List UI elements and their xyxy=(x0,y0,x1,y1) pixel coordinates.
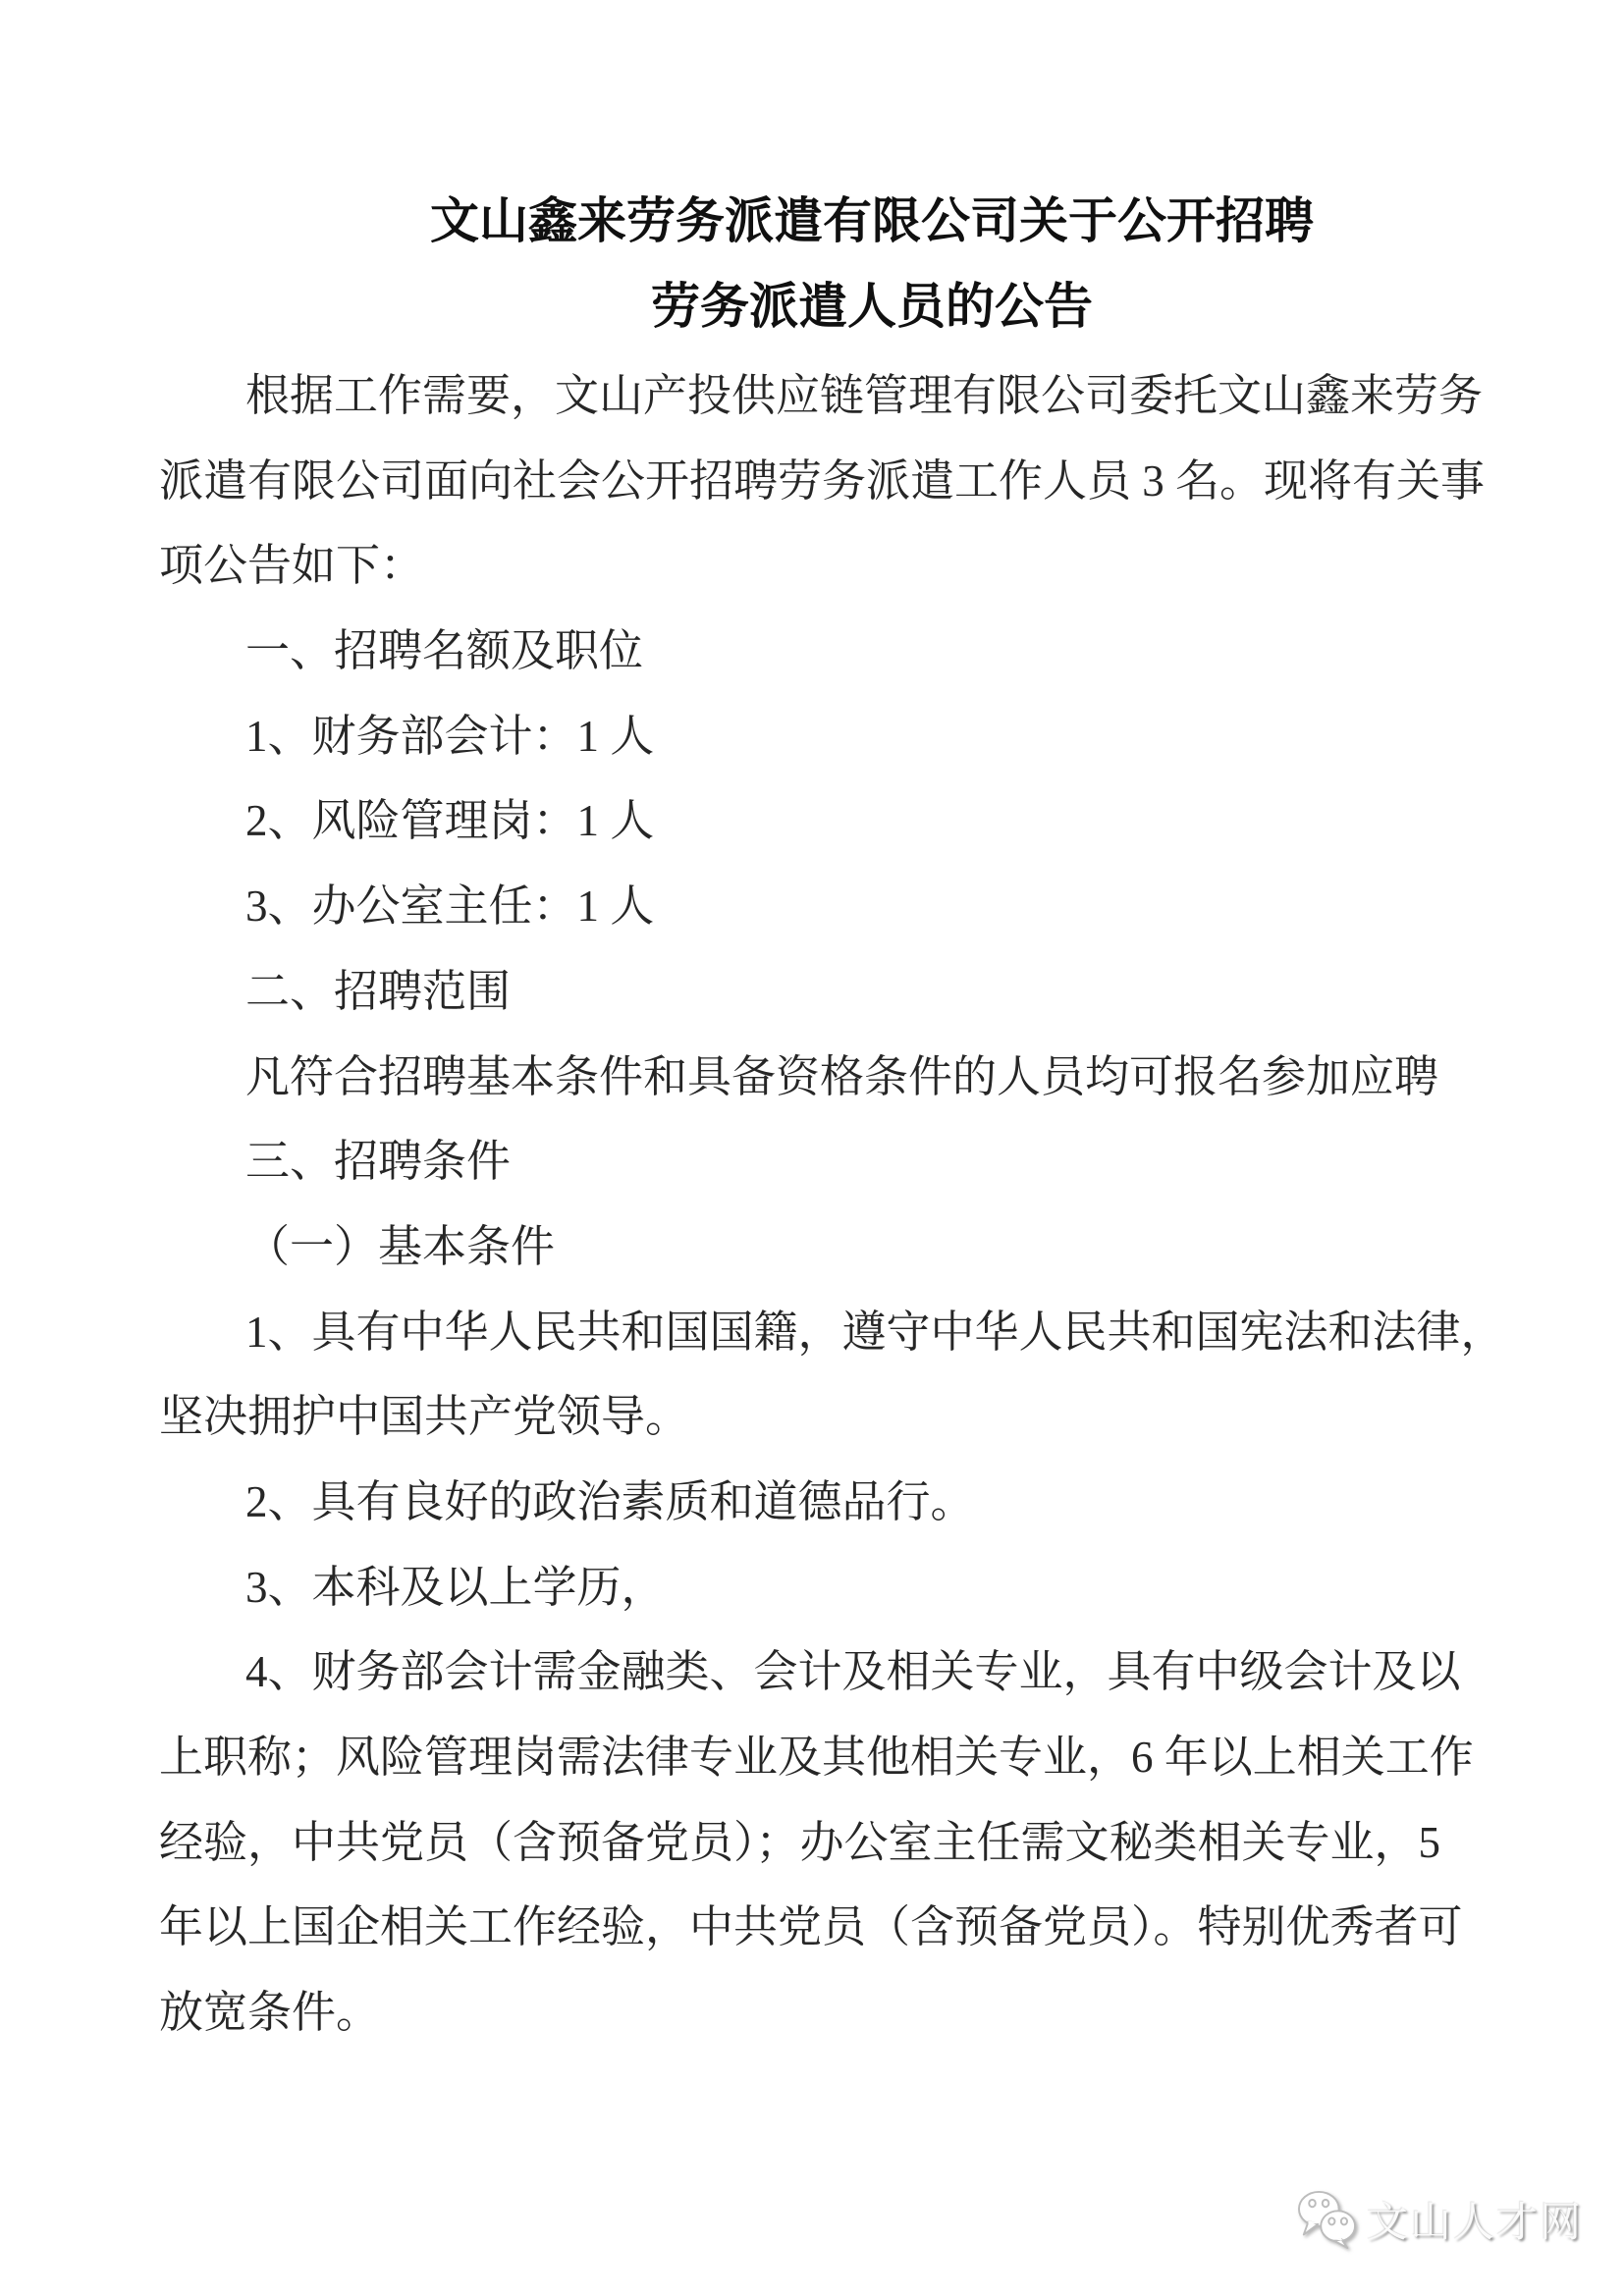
body-line: 3、办公室主任：1 人 xyxy=(245,881,655,932)
site-watermark xyxy=(1294,2190,1583,2249)
document-body xyxy=(159,353,1505,2056)
wechat-chat-bubbles-icon xyxy=(1294,2190,1361,2249)
body-line: 2、具有良好的政治素质和道德品行。 xyxy=(245,1476,975,1526)
body-line: 上职称；风险管理岗需法律专业及其他相关专业，6 年以上相关工作 xyxy=(159,1733,1474,1782)
body-line: 2、风险管理岗：1 人 xyxy=(245,796,655,846)
document-title-line1: 文山鑫来劳务派遣有限公司关于公开招聘 xyxy=(430,193,1314,248)
body-line: 放宽条件。 xyxy=(159,1988,381,2038)
body-line: 三、招聘条件 xyxy=(245,1137,512,1187)
body-line: 年以上国企相关工作经验，中共党员（含预备党员）。特别优秀者可 xyxy=(159,1902,1463,1952)
document-title xyxy=(208,179,1536,349)
body-line: （一）基本条件 xyxy=(245,1221,556,1271)
body-line: 经验，中共党员（含预备党员）；办公室主任需文秘类相关专业，5 xyxy=(159,1817,1441,1867)
watermark-site-name: 文山人才网 xyxy=(1367,2201,1584,2246)
body-line: 二、招聘范围 xyxy=(245,966,512,1016)
body-line: 一、招聘名额及职位 xyxy=(245,626,644,676)
body-line: 4、财务部会计需金融类、会计及相关专业，具有中级会计及以 xyxy=(245,1647,1461,1697)
body-line: 凡符合招聘基本条件和具备资格条件的人员均可报名参加应聘 xyxy=(245,1051,1439,1101)
body-line: 3、本科及以上学历， xyxy=(245,1562,666,1612)
body-line: 派遣有限公司面向社会公开招聘劳务派遣工作人员 3 名。现将有关事 xyxy=(159,455,1486,506)
body-line: 坚决拥护中国共产党领导。 xyxy=(159,1392,690,1442)
document-title-line2: 劳务派遣人员的公告 xyxy=(651,279,1093,334)
body-line: 1、具有中华人民共和国国籍，遵守中华人民共和国宪法和法律， xyxy=(245,1307,1505,1357)
body-line: 1、财务部会计：1 人 xyxy=(245,711,655,761)
document-content xyxy=(159,179,1505,2056)
body-line: 根据工作需要，文山产投供应链管理有限公司委托文山鑫来劳务 xyxy=(245,371,1484,420)
body-line: 项公告如下： xyxy=(159,541,425,591)
